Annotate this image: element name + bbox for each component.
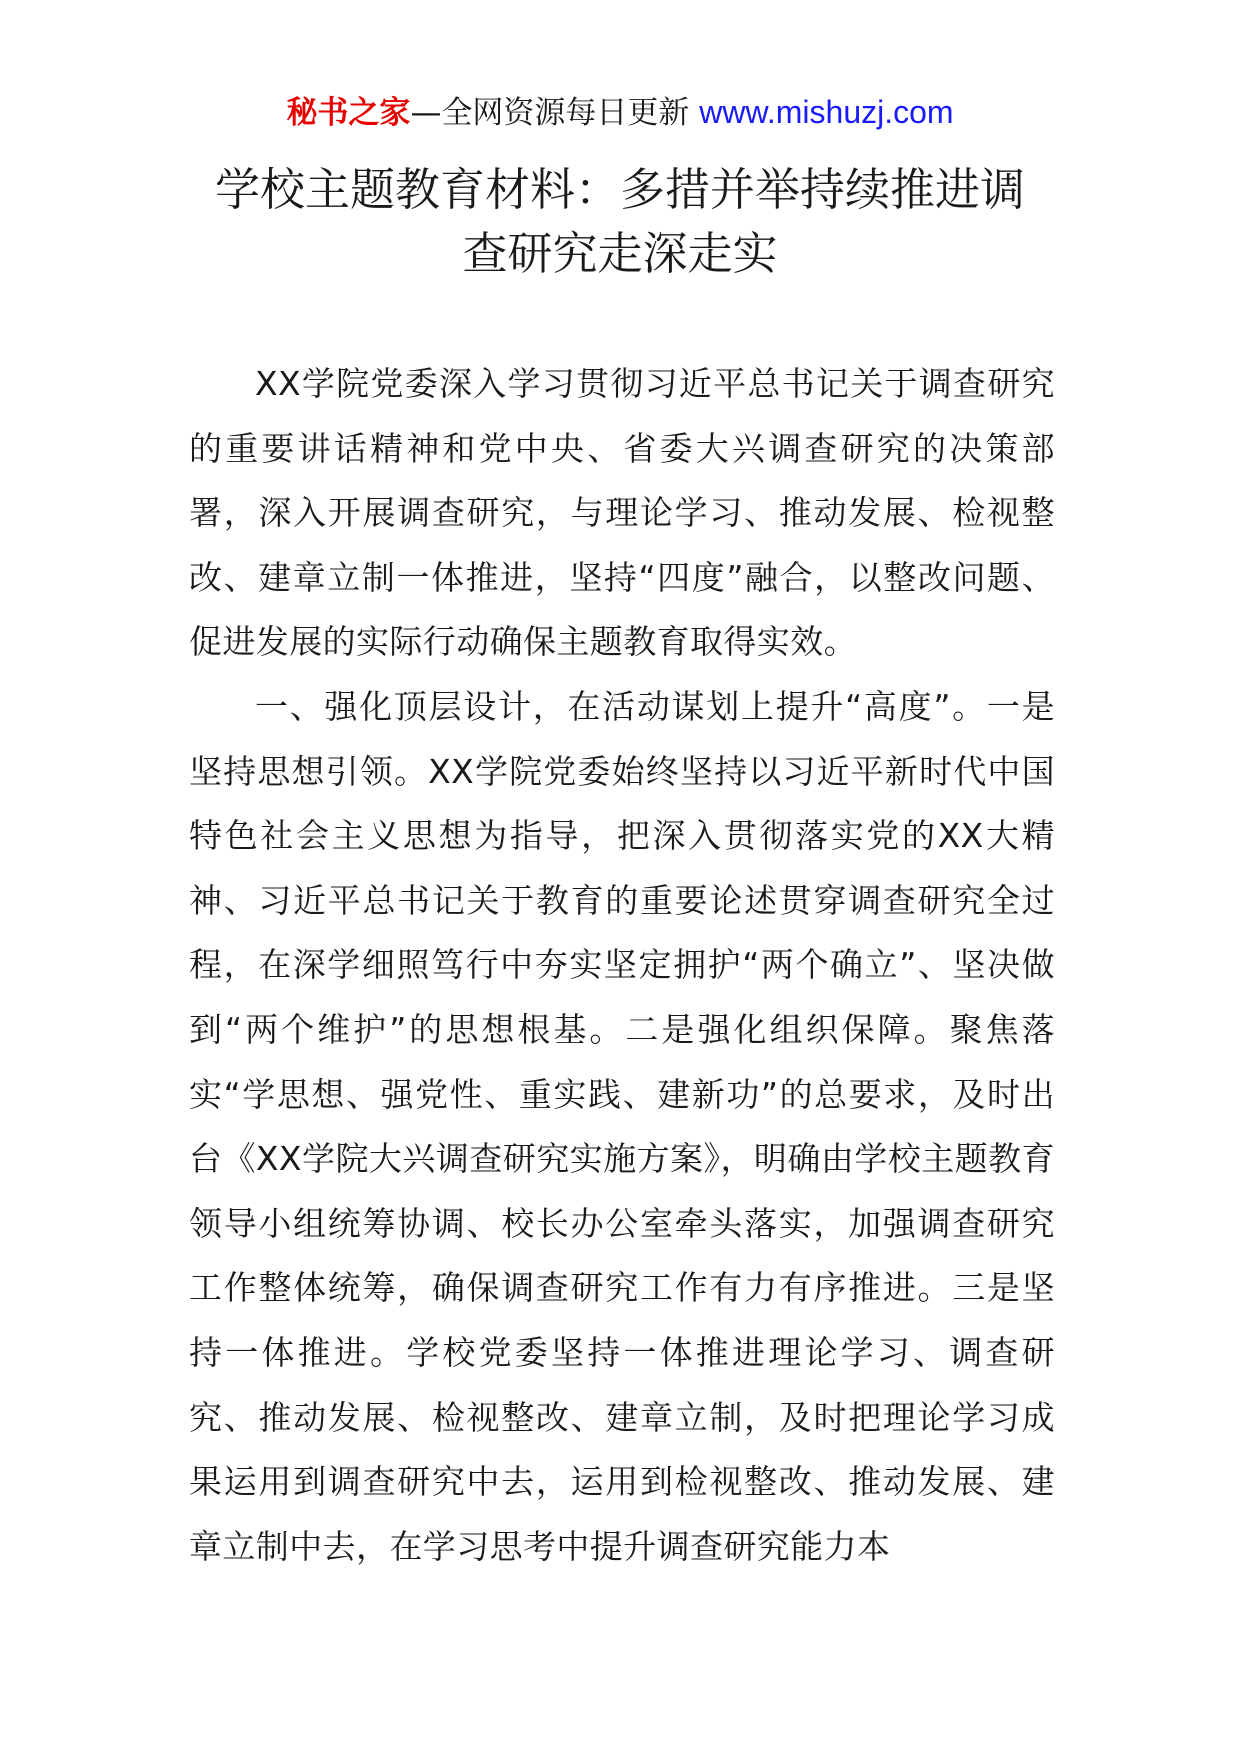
- title-line-1: 学校主题教育材料：多措并举持续推进调: [214, 163, 1025, 216]
- document-title: [0, 158, 1240, 286]
- document-body: [189, 352, 1055, 1579]
- site-brand: 秘书之家: [286, 95, 411, 131]
- paragraph-section-1: 一、强化顶层设计，在活动谋划上提升“高度”。一是坚持思想引领。XX学院党委始终坚持以习近平新时代中国特色社会主义思想为指导，把深入贯彻落实党的XX大精神、习近平总书记关于教育的重要论述贯穿调查研究全过程，在深学细照笃行中夯实坚定拥护“两个确立”、坚决做到“两个维护”的思想根基。二是强化组织保障。聚焦落实“学思想、强党性、重实践、建新功”的总要求，及时出台《XX学院大兴调查研究实施方案》，明确由学校主题教育领导小组统筹协调、校长办公室牵头落实，加强调查研究工作整体统筹，确保调查研究工作有力有序推进。三是坚持一体推进。学校党委坚持一体推进理论学习、调查研究、推动发展、检视整改、建章立制，及时把理论学习成果运用到调查研究中去，运用到检视整改、推动发展、建章立制中去，在学习思考中提升调查研究能力本: [189, 686, 1055, 1566]
- site-url-link[interactable]: www.mishuzj.com: [699, 94, 954, 130]
- site-tagline: —全网资源每日更新: [410, 95, 690, 131]
- title-line-2: 查研究走深走实: [462, 227, 778, 280]
- site-header: [0, 92, 1240, 133]
- paragraph-intro: XX学院党委深入学习贯彻习近平总书记关于调查研究的重要讲话精神和党中央、省委大兴调查研究的决策部署，深入开展调查研究，与理论学习、推动发展、检视整改、建章立制一体推进，坚持“四度”融合，以整改问题、促进发展的实际行动确保主题教育取得实效。: [189, 364, 1055, 662]
